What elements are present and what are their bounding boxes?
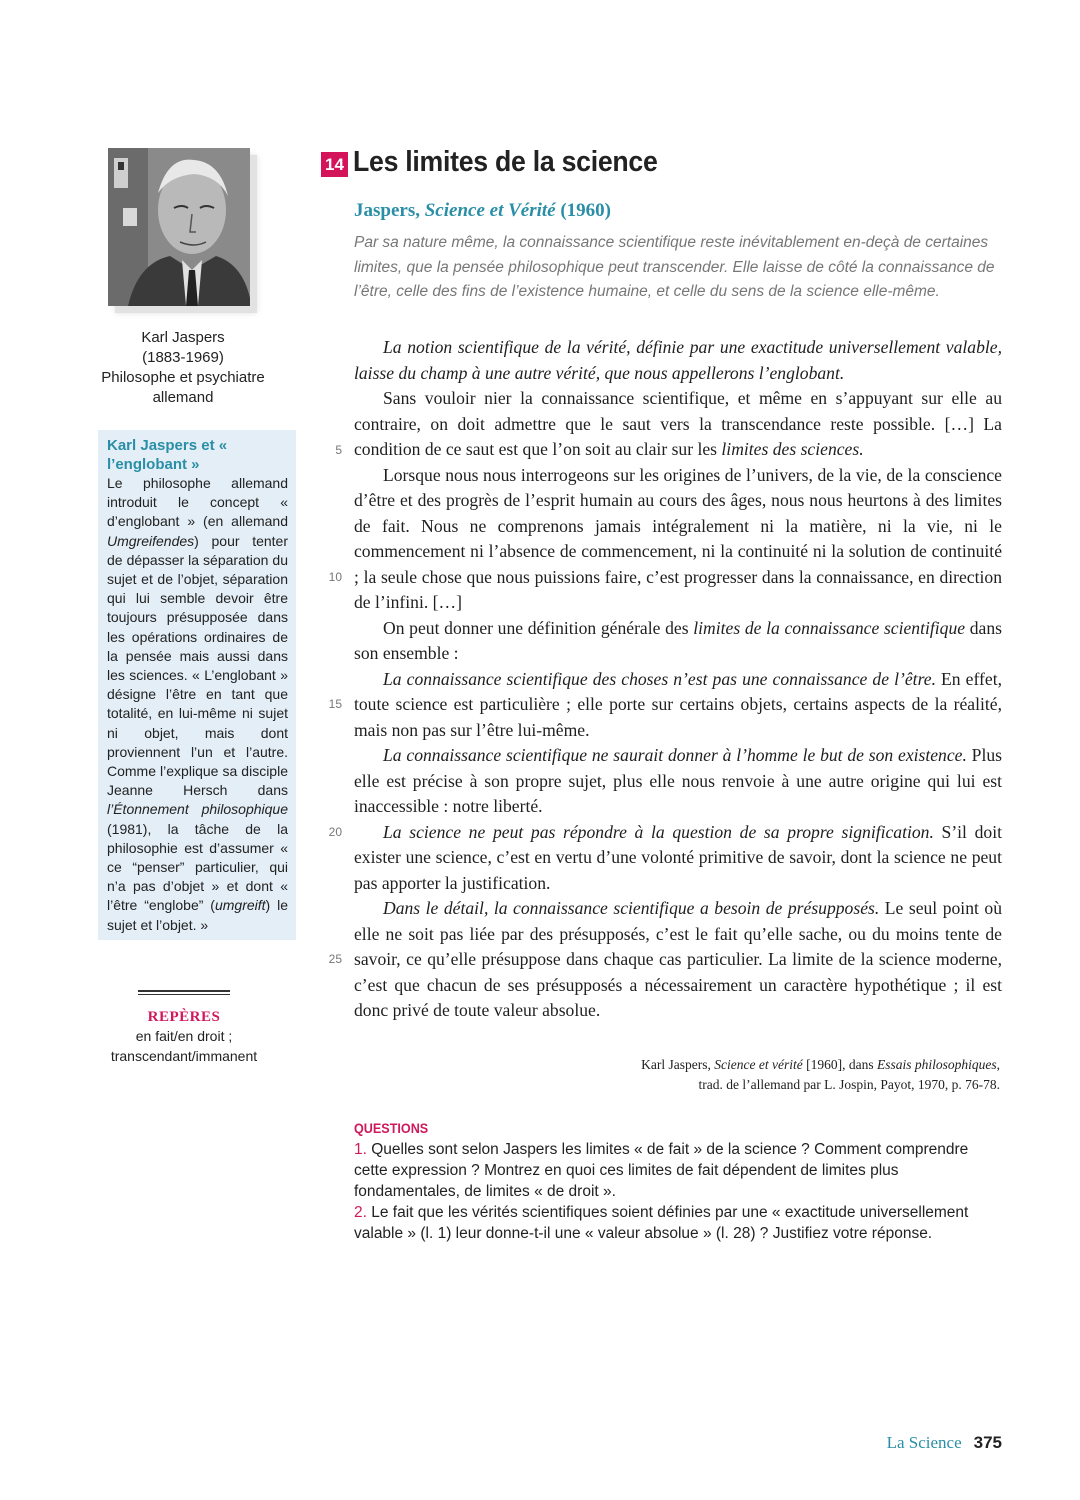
concept-sidebox	[98, 430, 296, 940]
page-footer	[887, 1433, 1002, 1453]
line-number: 5	[335, 443, 342, 457]
questions-section	[354, 1118, 1004, 1244]
author-dates: (1883-1969)	[142, 349, 224, 366]
paragraph-4: On peut donner une définition générale des limites de la connaissance scientifique dans son ensemble :	[354, 617, 1003, 663]
line-number: 10	[328, 570, 342, 584]
divider	[138, 990, 230, 995]
reperes-terms-1: en fait/en droit ;	[135, 1028, 233, 1044]
line-number: 25	[328, 952, 342, 966]
excerpt-text	[354, 335, 1002, 1024]
reperes-terms-2: transcendant/immanent	[110, 1048, 258, 1064]
footer-section: La Science	[886, 1433, 962, 1452]
line-number: 20	[328, 825, 342, 839]
document-source: Jaspers, Science et Vérité (1960)	[354, 200, 611, 221]
portrait-illustration	[108, 148, 250, 306]
paragraph-1: La notion scientifique de la vérité, définie par une exactitude universellement valable, laisse du champ à une autre vérité, que nous appellerons l’englobant.	[354, 337, 1002, 383]
paragraph-5: La connaissance scientifique des choses n’est pas une connaissance de l’être. En effet, toute science est particulière ; elle porte sur certains objets, certains aspects de la réalité, mais non pas sur l’être lui-même.	[354, 668, 1002, 740]
line-number: 15	[328, 697, 342, 711]
reperes-box	[110, 990, 258, 1066]
question-2: 2. Le fait que les vérités scientifiques soient définies par une « exactitude universellement valable » (l. 1) leur donne-t-il une « valeur absolue » (l. 28) ? Justifiez votre réponse.	[354, 1204, 969, 1242]
paragraph-8: Dans le détail, la connaissance scientifique a besoin de présupposés. Le seul point où elle ne soit pas liée par des présupposés, c’est le fait qu’elle sache, ou du moins tente de savoir, ce qu’elle présuppose dans chaque cas particulier. La limite de la science moderne, c’est que chacun de ses présupposés a nécessairement un caractère hypothétique ; il est donc privé de toute valeur absolue.	[354, 898, 1002, 1020]
author-role: Philosophe et psychiatre allemand	[101, 369, 265, 406]
source-citation: Karl Jaspers, Science et vérité [1960], dans Essais philosophiques, trad. de l’allemand par L. Jospin, Payot, 1970, p. 76-78.	[641, 1057, 1000, 1092]
paragraph-3: Lorsque nous nous interrogeons sur les origines de l’univers, de la vie, de la conscience d’être et des progrès de l’esprit humain au cours des âges, nous nous heurtons à des limites de fait. Nous ne comprenons jamais intégralement ni la matière, ni la vie, ni le commencement ni l’absence de commencement, ni la continuité ni la solution de continuité ; la seule chose que nous puissions faire, c’est progresser dans la connaissance, en direction de l’infini. […]	[354, 464, 1002, 612]
document-intro: Par sa nature même, la connaissance scientifique reste inévitablement en-deçà de certaines limites, que la pensée philosophique peut transcender. Elle laisse de côté la connaissance de l’être, celle des fins de l’existence humaine, et celle du sens de la science elle-même.	[354, 234, 995, 300]
reperes-label: REPÈRES	[147, 1009, 221, 1025]
author-name: Karl Jaspers	[141, 329, 225, 346]
author-portrait	[108, 148, 250, 306]
portrait-caption	[98, 328, 268, 408]
paragraph-6: La connaissance scientifique ne saurait donner à l’homme le but de son existence. Plus elle est précise à son propre sujet, plus elle nous renvoie à une autre origine qui lui est inaccessible : notre liberté.	[354, 745, 1002, 816]
page-number: 375	[973, 1433, 1002, 1452]
question-1: 1. Quelles sont selon Jaspers les limites « de fait » de la science ? Comment comprendre cette expression ? Montrez en quoi ces limites de fait dépendent de limites plus fondamentales, de limites « de droit ».	[354, 1141, 969, 1200]
document-number-badge: 14	[321, 152, 348, 177]
document-title: Les limites de la science	[353, 146, 658, 178]
sidebox-title: Karl Jaspers et « l’englobant »	[107, 437, 228, 473]
sidebox-text: Le philosophe allemand introduit le concept « d’englobant » (en allemand Umgreifendes) pour tenter de dépasser la séparation du sujet et de l’objet, séparation qui lui semble devoir être toujours présupposée dans les opérations ordinaires de la pensée mais aussi dans les sciences. « L’englobant » désigne l’être en tant que totalité, en lui-même ni sujet ni objet, mais dont proviennent l’un et l’autre. Comme l’explique sa disciple Jeanne Hersch dans l’Étonnement philosophique (1981), la tâche de la philosophie est d’assumer « ce “penser” particulier, qui n’a pas d’objet » et dont « l’être “englobe” (umgreift) le sujet et l’objet. »	[107, 475, 289, 933]
paragraph-7: La science ne peut pas répondre à la question de sa propre signification. S’il doit exister une science, c’est en vertu d’une volonté primitive de savoir, dont la science ne peut pas apporter la justification.	[354, 821, 1002, 893]
questions-heading: QUESTIONS	[354, 1120, 429, 1136]
paragraph-2: Sans vouloir nier la connaissance scientifique, et même en s’appuyant sur elle au contraire, on doit admettre que le saut vers la transcendance reste possible. […] La condition de ce saut est que l’on soit au clair sur les limites des sciences.	[354, 388, 1002, 459]
